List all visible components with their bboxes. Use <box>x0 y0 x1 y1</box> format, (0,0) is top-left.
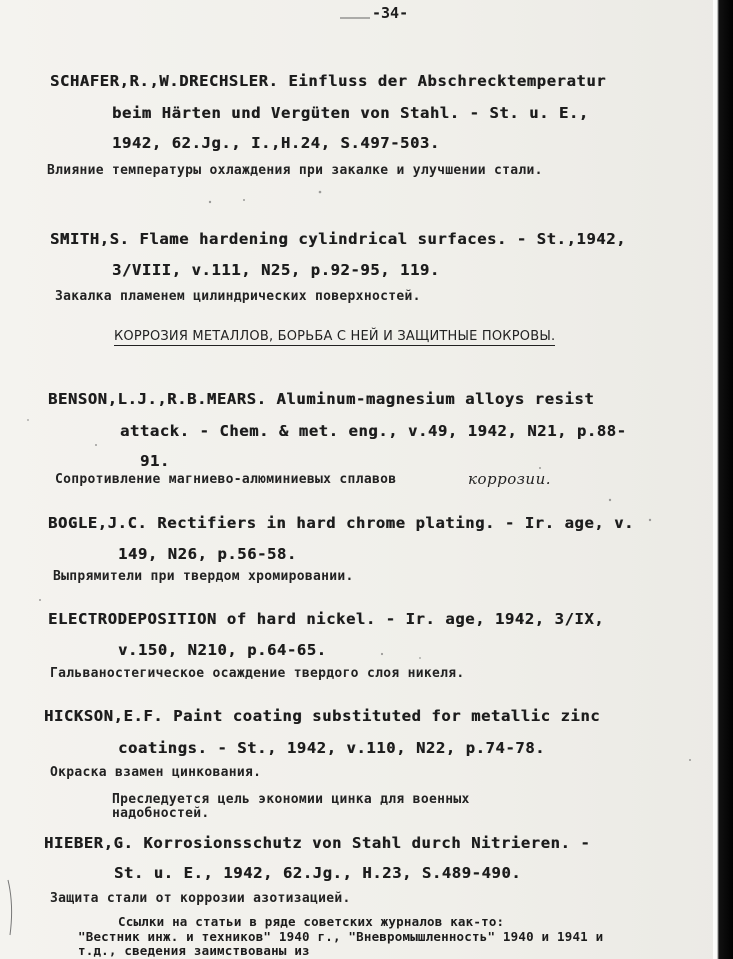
entry-line: ELECTRODEPOSITION of hard nickel. - Ir. age, 1942, 3/IX, <box>48 610 605 628</box>
entry-line: SMITH,S. Flame hardening cylindrical surfaces. - St.,1942, <box>50 230 627 248</box>
entry-line: HICKSON,E.F. Paint coating substituted for metallic zinc <box>44 707 601 725</box>
entry-translation: Гальваностегическое осаждение твердого слоя никеля. <box>50 666 465 681</box>
entry-line: HIEBER,G. Korrosionsschutz von Stahl durch Nitrieren. - <box>44 834 591 852</box>
entry-line: 149, N26, p.56-58. <box>118 545 297 563</box>
entry-line: SCHAFER,R.,W.DRECHSLER. Einfluss der Abschrecktemperatur <box>50 72 607 90</box>
entry-line: coatings. - St., 1942, v.110, N22, p.74-78. <box>118 739 546 757</box>
section-heading: КОРРОЗИЯ МЕТАЛЛОВ, БОРЬБА С НЕЙ И ЗАЩИТНЫЕ ПОКРОВЫ. <box>114 329 556 344</box>
entry-line: attack. - Chem. & met. eng., v.49, 1942, N21, p.88- <box>120 422 627 440</box>
entry-line: St. u. E., 1942, 62.Jg., H.23, S.489-490. <box>114 864 522 882</box>
entry-translation: Выпрямители при твердом хромировании. <box>53 569 354 584</box>
entry-line: 1942, 62.Jg., I.,H.24, S.497-503. <box>112 134 440 152</box>
footer-line: "Вестник инж. и техников" 1940 г., "Вневромышленность" 1940 и 1941 и <box>78 929 604 944</box>
page-number: -34- <box>372 4 409 22</box>
footer-line: т.д., сведения заимствованы из <box>78 943 310 958</box>
entry-line: beim Härten und Vergüten von Stahl. - St. u. E., <box>112 104 589 122</box>
footer-line: Ссылки на статьи в ряде советских журналов как-то: <box>118 914 505 929</box>
entry-translation: Сопротивление магниево-алюминиевых сплавов <box>55 472 397 487</box>
entry-note: Преследуется цель экономии цинка для военных <box>112 792 470 807</box>
entry-line: v.150, N210, p.64-65. <box>118 641 327 659</box>
entry-translation: Окраска взамен цинкования. <box>50 765 262 780</box>
entry-line: 3/VIII, v.111, N25, p.92-95, 119. <box>112 261 440 279</box>
handwritten-annotation: коррозии. <box>468 470 551 488</box>
entry-line: 91. <box>140 452 170 470</box>
entry-translation: Защита стали от коррозии азотизацией. <box>50 891 351 906</box>
entry-translation: Влияние температуры охлаждения при закалке и улучшении стали. <box>47 163 543 178</box>
entry-line: BENSON,L.J.,R.B.MEARS. Aluminum-magnesium alloys resist <box>48 390 595 408</box>
entry-line: BOGLE,J.C. Rectifiers in hard chrome plating. - Ir. age, v. <box>48 514 634 532</box>
entry-note: надобностей. <box>112 806 210 821</box>
entry-translation: Закалка пламенем цилиндрических поверхностей. <box>55 289 421 304</box>
